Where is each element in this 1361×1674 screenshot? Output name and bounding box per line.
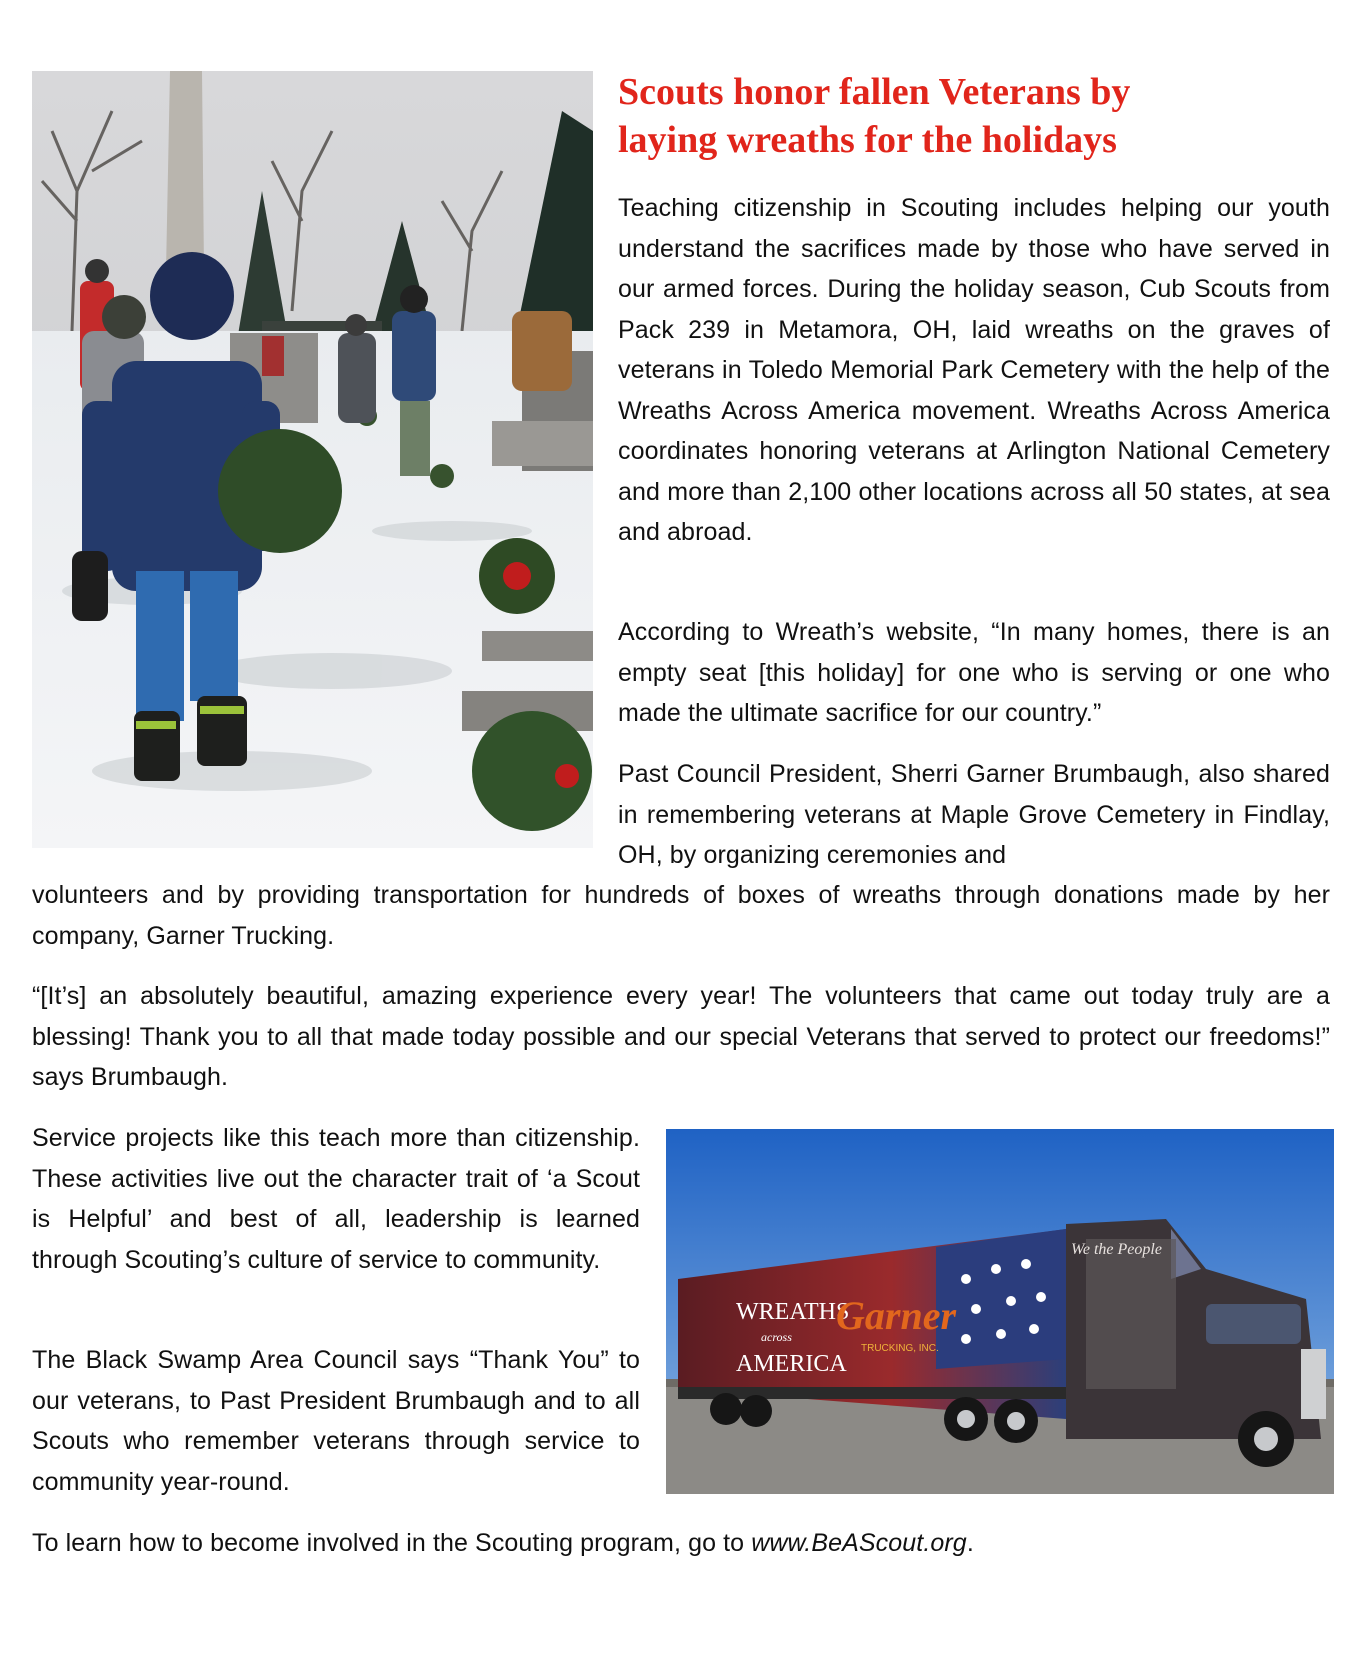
truck-trucking-text: TRUCKING, INC. xyxy=(861,1343,939,1354)
cemetery-scene-illustration xyxy=(32,71,593,848)
truck-scene-illustration xyxy=(666,1129,1334,1494)
cemetery-wreath-photo xyxy=(32,71,593,848)
truck-garner-logo: Garner xyxy=(836,1293,957,1338)
council-paragraph-part-2: volunteers and by providing transportation for hundreds of boxes of wreaths through donations made by her company, Garner Trucking. xyxy=(32,881,1330,950)
council-paragraph-part-1: Past Council President, Sherri Garner Brumbaugh, also shared in remembering veterans at Maple Grove Cemetery in Findlay, OH, by organizing ceremonies and xyxy=(618,760,1330,869)
learn-more-prefix: To learn how to become involved in the Scouting program, go to xyxy=(32,1529,752,1557)
article-headline xyxy=(618,68,1338,164)
truck-we-the-people-text: We the People xyxy=(1071,1241,1162,1258)
intro-paragraph: Teaching citizenship in Scouting includes helping our youth understand the sacrifices made by those who have served in our armed forces. During the holiday season, Cub Scouts from Pack 239 in Metamora, OH, laid wreaths on the graves of veterans in Toledo Memorial Park Cemetery with the help of the Wreaths Across America movement. Wreaths Across America coordinates honoring veterans at Arlington National Cemetery and more than 2,100 other locations across all 50 states, at sea and abroad. xyxy=(618,194,1330,546)
brumbaugh-quote-paragraph: “[It’s] an absolutely beautiful, amazing experience every year! The volunteers that came out today truly are a blessing! Thank you to all that made today possible and our special Veterans that served to protect our freedoms!” says Brumbaugh. xyxy=(32,982,1330,1091)
learn-more-suffix: . xyxy=(966,1529,974,1557)
website-quote-paragraph: According to Wreath’s website, “In many homes, there is an empty seat [this holiday] for one who is serving or one who made the ultimate sacrifice for our country.” xyxy=(618,618,1330,727)
thanks-paragraph: The Black Swamp Area Council says “Thank You” to our veterans, to Past President Brumbaugh and to all Scouts who remember veterans through service to community year-round. xyxy=(32,1346,640,1496)
headline-line-2: laying wreaths for the holidays xyxy=(618,119,1117,161)
beascout-link[interactable]: www.BeAScout.org xyxy=(751,1529,967,1557)
truck-across-text: across xyxy=(761,1330,792,1344)
service-paragraph: Service projects like this teach more than citizenship. These activities live out the character trait of ‘a Scout is Helpful’ and best of all, leadership is learned through Scouting’s culture of service to community. xyxy=(32,1124,640,1274)
truck-wreaths-text: WREATHS xyxy=(736,1299,850,1325)
learn-more-paragraph xyxy=(32,1523,1330,1564)
garner-truck-photo xyxy=(666,1129,1334,1494)
headline-line-1: Scouts honor fallen Veterans by xyxy=(618,71,1131,113)
truck-america-text: AMERICA xyxy=(736,1351,847,1377)
